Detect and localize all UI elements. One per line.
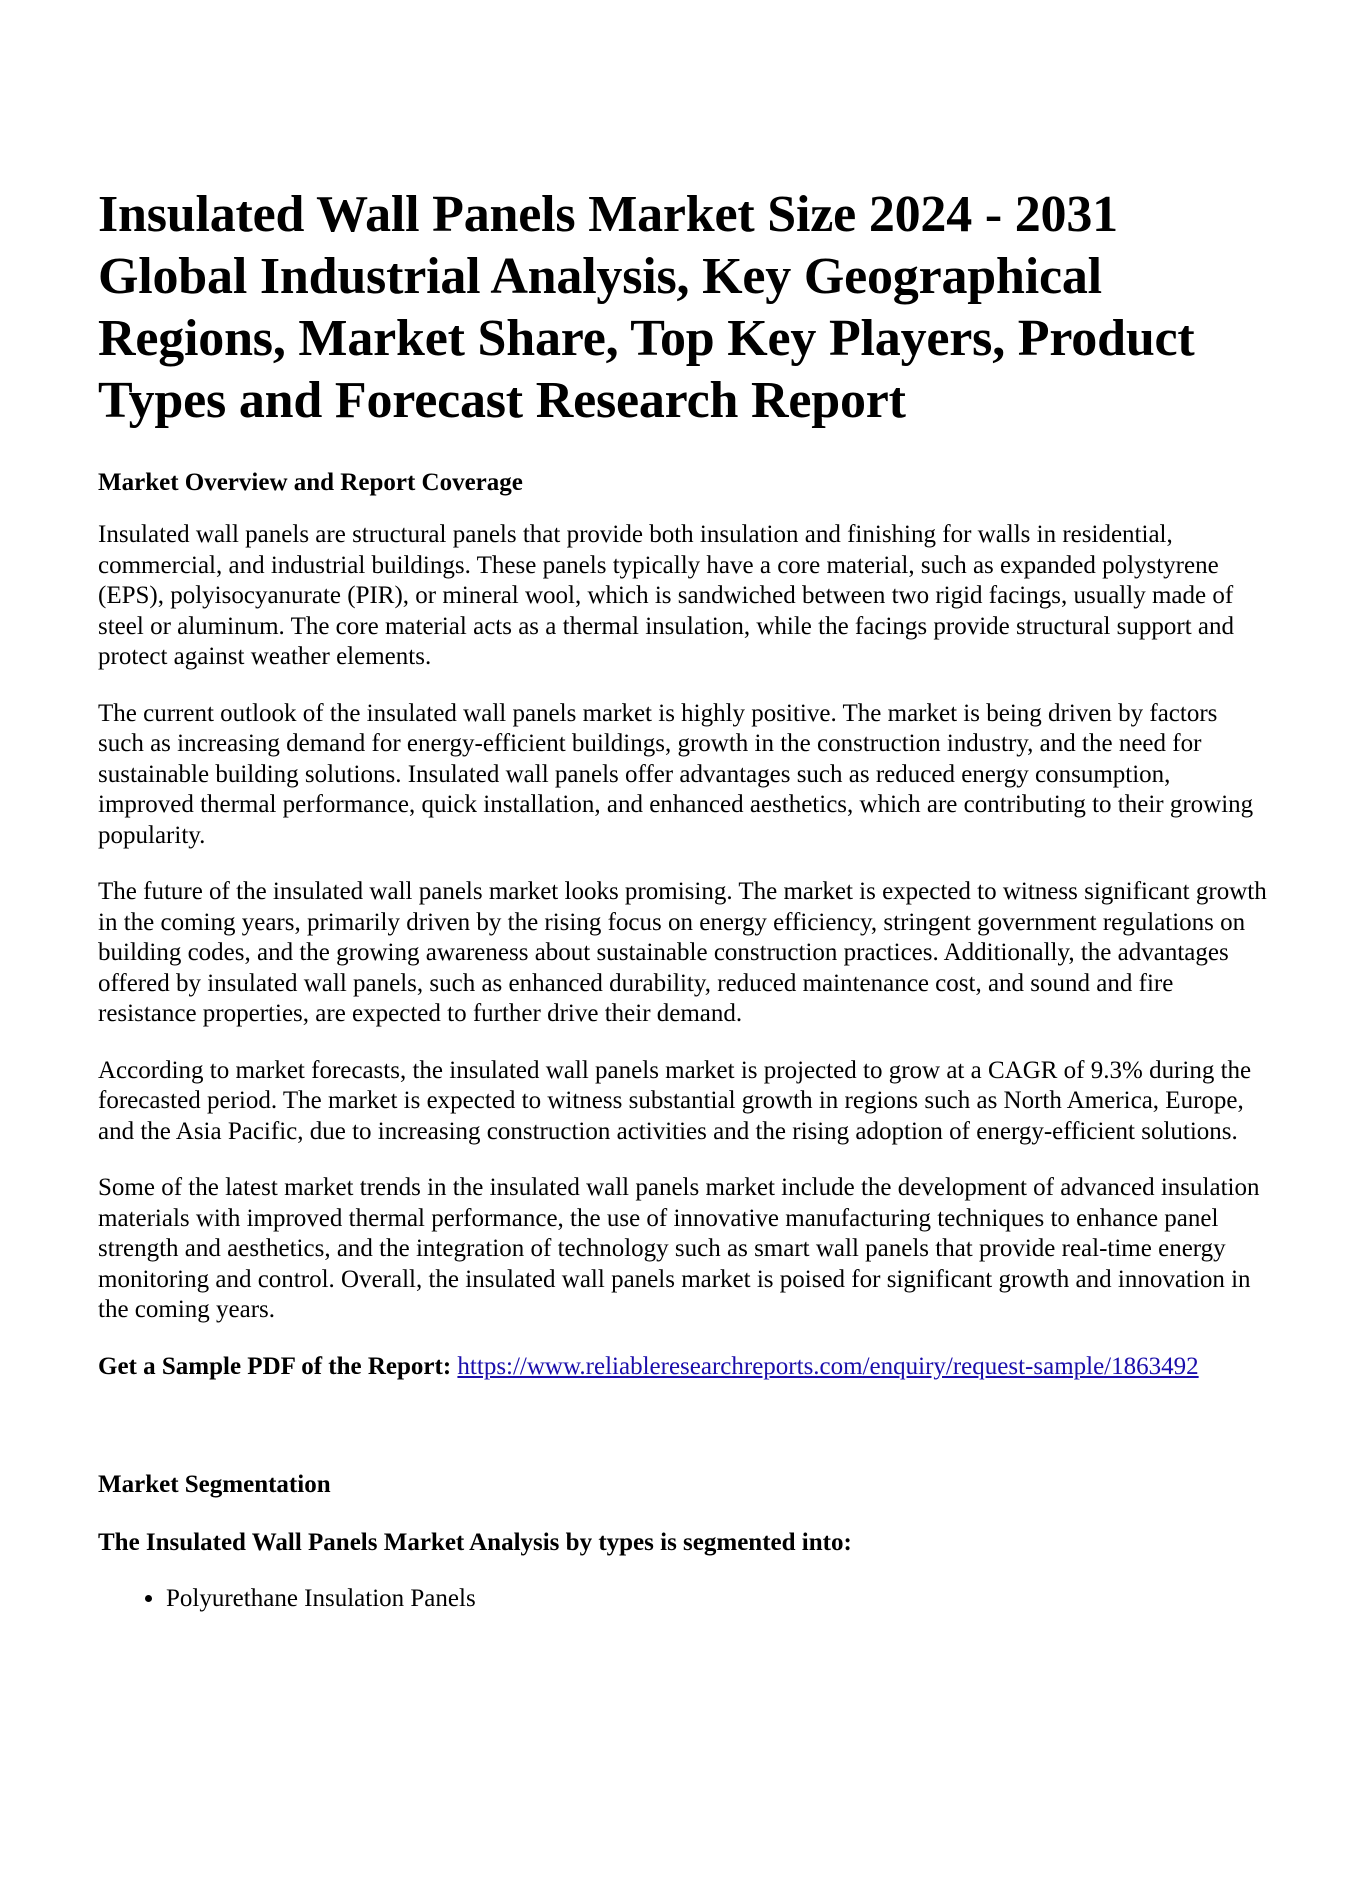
forecast-paragraph: According to market forecasts, the insulated wall panels market is projected to grow at a CAGR of 9.3% during the forecasted period. The market is expected to witness substantial growth in regions such as North America, Europe, and the Asia Pacific, due to increasing construction activities and the rising adoption of energy-efficient solutions. — [98, 1056, 1252, 1145]
overview-heading: Market Overview and Report Coverage — [98, 469, 523, 496]
market-segmentation-heading: Market Segmentation — [98, 1471, 331, 1498]
sample-pdf-line — [98, 1352, 1268, 1383]
document-page — [98, 184, 1268, 1614]
outlook-paragraph: The current outlook of the insulated wall panels market is highly positive. The market is being driven by factors such as increasing demand for energy-efficient buildings, growth in the construction industry, and the need for sustainable building solutions. Insulated wall panels offer advantages such as reduced energy consumption, improved thermal performance, quick installation, and enhanced aesthetics, which are contributing to their growing popularity. — [98, 699, 1254, 849]
future-paragraph: The future of the insulated wall panels market looks promising. The market is expected to witness significant growth in the coming years, primarily driven by the rising focus on energy efficiency, stringent government regulations on building codes, and the growing awareness about sustainable construction practices. Additionally, the advantages offered by insulated wall panels, such as enhanced durability, reduced maintenance cost, and sound and fire resistance properties, are expected to further drive their demand. — [98, 878, 1267, 1027]
types-heading: The Insulated Wall Panels Market Analysis by types is segmented into: — [98, 1529, 852, 1556]
sample-pdf-link[interactable]: https://www.reliableresearchreports.com/enquiry/request-sample/1863492 — [457, 1352, 1199, 1380]
types-list — [98, 1584, 1268, 1614]
overview-paragraph-1: Insulated wall panels are structural panels that provide both insulation and finishing for walls in residential, commercial, and industrial buildings. These panels typically have a core material, such as expanded polystyrene (EPS), polyisocyanurate (PIR), or mineral wool, which is sandwiched between two rigid facings, usually made of steel or aluminum. The core material acts as a thermal insulation, while the facings provide structural support and protect against weather elements. — [98, 521, 1234, 670]
trends-paragraph: Some of the latest market trends in the insulated wall panels market include the development of advanced insulation materials with improved thermal performance, the use of innovative manufacturing techniques to enhance panel strength and aesthetics, and the integration of technology such as smart wall panels that provide real-time energy monitoring and control. Overall, the insulated wall panels market is poised for significant growth and innovation in the coming years. — [98, 1174, 1260, 1323]
page-title: Insulated Wall Panels Market Size 2024 - 2031 Global Industrial Analysis, Key Geographical Regions, Market Share, Top Key Players, Product Types and Forecast Research Report — [98, 186, 1195, 429]
sample-pdf-label: Get a Sample PDF of the Report: — [98, 1352, 452, 1380]
list-item: • Polyurethane Insulation Panels — [166, 1584, 1268, 1614]
